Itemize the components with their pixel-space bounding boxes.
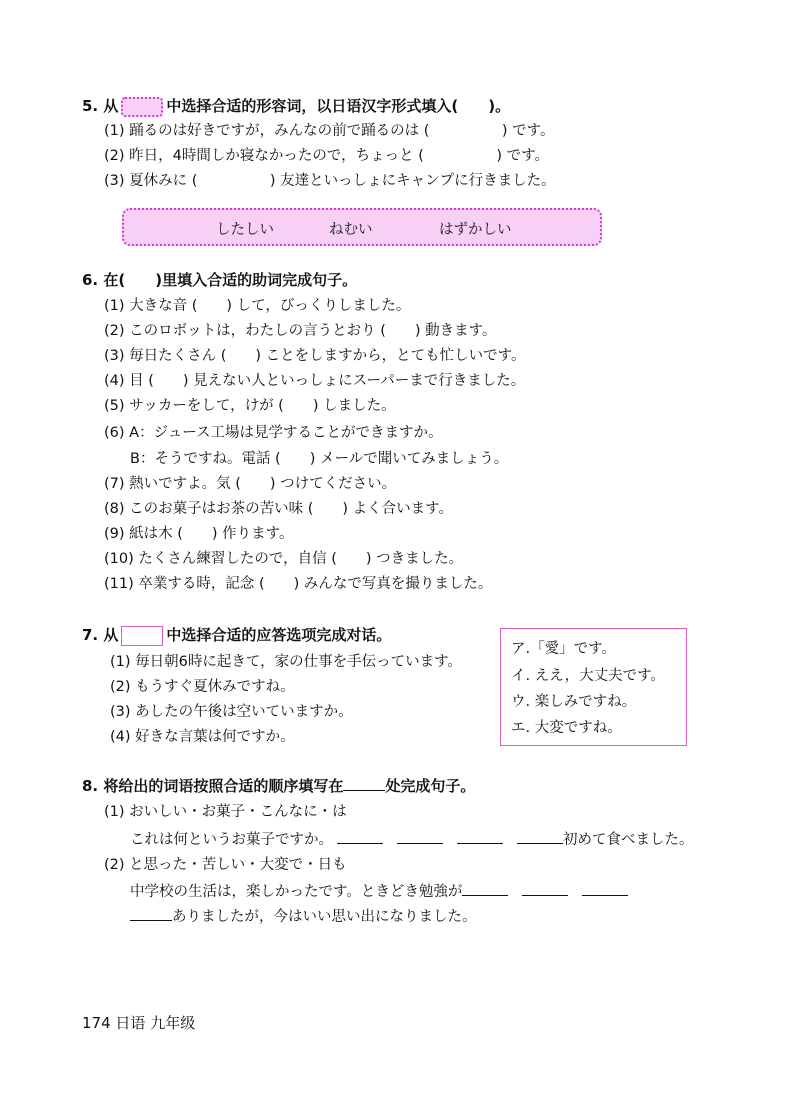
q8-item-1-sentence-pre: これは何というお菓子ですか。 bbox=[130, 832, 333, 848]
q8-item-1-blank-2 bbox=[397, 829, 443, 844]
q7-title-post: 中选择合适的应答选项完成对话。 bbox=[166, 626, 392, 644]
q7-item-2: (2) もうすぐ夏休みですね。 bbox=[110, 679, 295, 695]
q5-item-3: (3) 夏休みに ( ) 友達といっしょにキャンプに行きました。 bbox=[104, 173, 556, 189]
q5-item-1: (1) 踊るのは好きですが，みんなの前で踊るのは ( ) です。 bbox=[104, 123, 555, 139]
q6-title bbox=[82, 270, 357, 290]
q7-item-1: (1) 毎日朝6時に起きて，家の仕事を手伝っています。 bbox=[110, 654, 462, 670]
q8-item-2-blank-4 bbox=[130, 906, 172, 921]
q8-item-2-blank-1 bbox=[462, 881, 508, 896]
q8-title-pre: 将给出的词语按照合适的顺序填写在 bbox=[103, 777, 344, 795]
q6-item-7: (7) 熱いですよ。気 ( ) つけてください。 bbox=[104, 476, 397, 492]
q7-title-pre: 从 bbox=[103, 626, 119, 644]
q5-inline-box bbox=[121, 97, 163, 117]
q5-number: 5. bbox=[82, 97, 99, 115]
q6-item-5: (5) サッカーをして，けが ( ) しました。 bbox=[104, 398, 396, 414]
q8-number: 8. bbox=[82, 777, 99, 795]
q5-choice-box bbox=[122, 208, 602, 246]
q8-item-2-sentence-post: ありましたが，今はいい思い出になりました。 bbox=[172, 909, 477, 925]
q5-choice-3: はずかしい bbox=[439, 222, 512, 238]
q6-item-6b: B：そうですね。電話 ( ) メールで聞いてみましょう。 bbox=[130, 451, 509, 467]
q5-choice-2: ねむい bbox=[329, 222, 373, 238]
q7-item-4: (4) 好きな言葉は何ですか。 bbox=[110, 729, 295, 745]
q8-item-2-blank-2 bbox=[522, 881, 568, 896]
q6-item-9: (9) 紙は木 ( ) 作ります。 bbox=[104, 526, 294, 542]
q5-title bbox=[82, 96, 510, 117]
page-number: 174 bbox=[82, 1014, 111, 1032]
page-footer bbox=[82, 1012, 195, 1033]
q6-item-11: (11) 卒業する時，記念 ( ) みんなで写真を撮りました。 bbox=[104, 576, 493, 592]
q8-item-1-words: (1) おいしい・お菓子・こんなに・は bbox=[104, 804, 347, 820]
q8-item-1-sentence-post: 初めて食べました。 bbox=[563, 832, 694, 848]
q8-item-2-sentence-a bbox=[130, 881, 628, 902]
q7-item-3: (3) あしたの午後は空いていますか。 bbox=[110, 704, 353, 720]
q8-item-2-sentence-b bbox=[130, 906, 477, 927]
q7-number: 7. bbox=[82, 626, 99, 644]
q8-item-1-blank-1 bbox=[337, 829, 383, 844]
q6-item-4: (4) 目 ( ) 見えない人といっしょにスーパーまで行きました。 bbox=[104, 373, 526, 389]
q8-item-2-words: (2) と思った・苦しい・大変で・日も bbox=[104, 857, 347, 873]
q6-item-6a: (6) A：ジュース工場は見学することができますか。 bbox=[104, 425, 443, 441]
q5-choice-1: したしい bbox=[216, 222, 274, 238]
q6-title-text: 在( )里填入合适的助词完成句子。 bbox=[103, 271, 358, 289]
q6-item-1: (1) 大きな音 ( ) して，びっくりしました。 bbox=[104, 298, 411, 314]
q7-option-e: エ. 大変ですね。 bbox=[511, 720, 622, 736]
q8-title-blank bbox=[343, 776, 385, 791]
q8-item-1-blank-4 bbox=[517, 829, 563, 844]
q8-item-2-blank-3 bbox=[582, 881, 628, 896]
q7-options-box bbox=[500, 628, 687, 746]
q7-option-u: ウ. 楽しみですね。 bbox=[511, 694, 637, 710]
q6-number: 6. bbox=[82, 271, 99, 289]
book-name: 日语 九年级 bbox=[115, 1014, 196, 1032]
q7-option-i: イ. ええ，大丈夫です。 bbox=[511, 668, 665, 684]
q8-item-1-sentence bbox=[130, 829, 694, 850]
q7-inline-box bbox=[121, 626, 163, 646]
q8-item-1-blank-3 bbox=[457, 829, 503, 844]
q5-title-pre: 从 bbox=[103, 97, 119, 115]
q8-title-post: 处完成句子。 bbox=[385, 777, 476, 795]
q6-item-8: (8) このお菓子はお茶の苦い味 ( ) よく合います。 bbox=[104, 501, 454, 517]
q5-title-post: 中选择合适的形容词，以日语汉字形式填入( )。 bbox=[166, 97, 511, 115]
q5-item-2: (2) 昨日，4時間しか寝なかったので，ちょっと ( ) です。 bbox=[104, 148, 549, 164]
q6-item-2: (2) このロボットは，わたしの言うとおり ( ) 動きます。 bbox=[104, 323, 497, 339]
q8-item-2-sentence-pre: 中学校の生活は，楽しかったです。ときどき勉強が bbox=[130, 884, 463, 900]
q6-item-10: (10) たくさん練習したので，自信 ( ) つきました。 bbox=[104, 551, 464, 567]
q6-item-3: (3) 毎日たくさん ( ) ことをしますから，とても忙しいです。 bbox=[104, 348, 526, 364]
q7-option-a: ア.「愛」です。 bbox=[511, 641, 616, 657]
q7-title bbox=[82, 625, 391, 646]
q8-title bbox=[82, 776, 475, 796]
